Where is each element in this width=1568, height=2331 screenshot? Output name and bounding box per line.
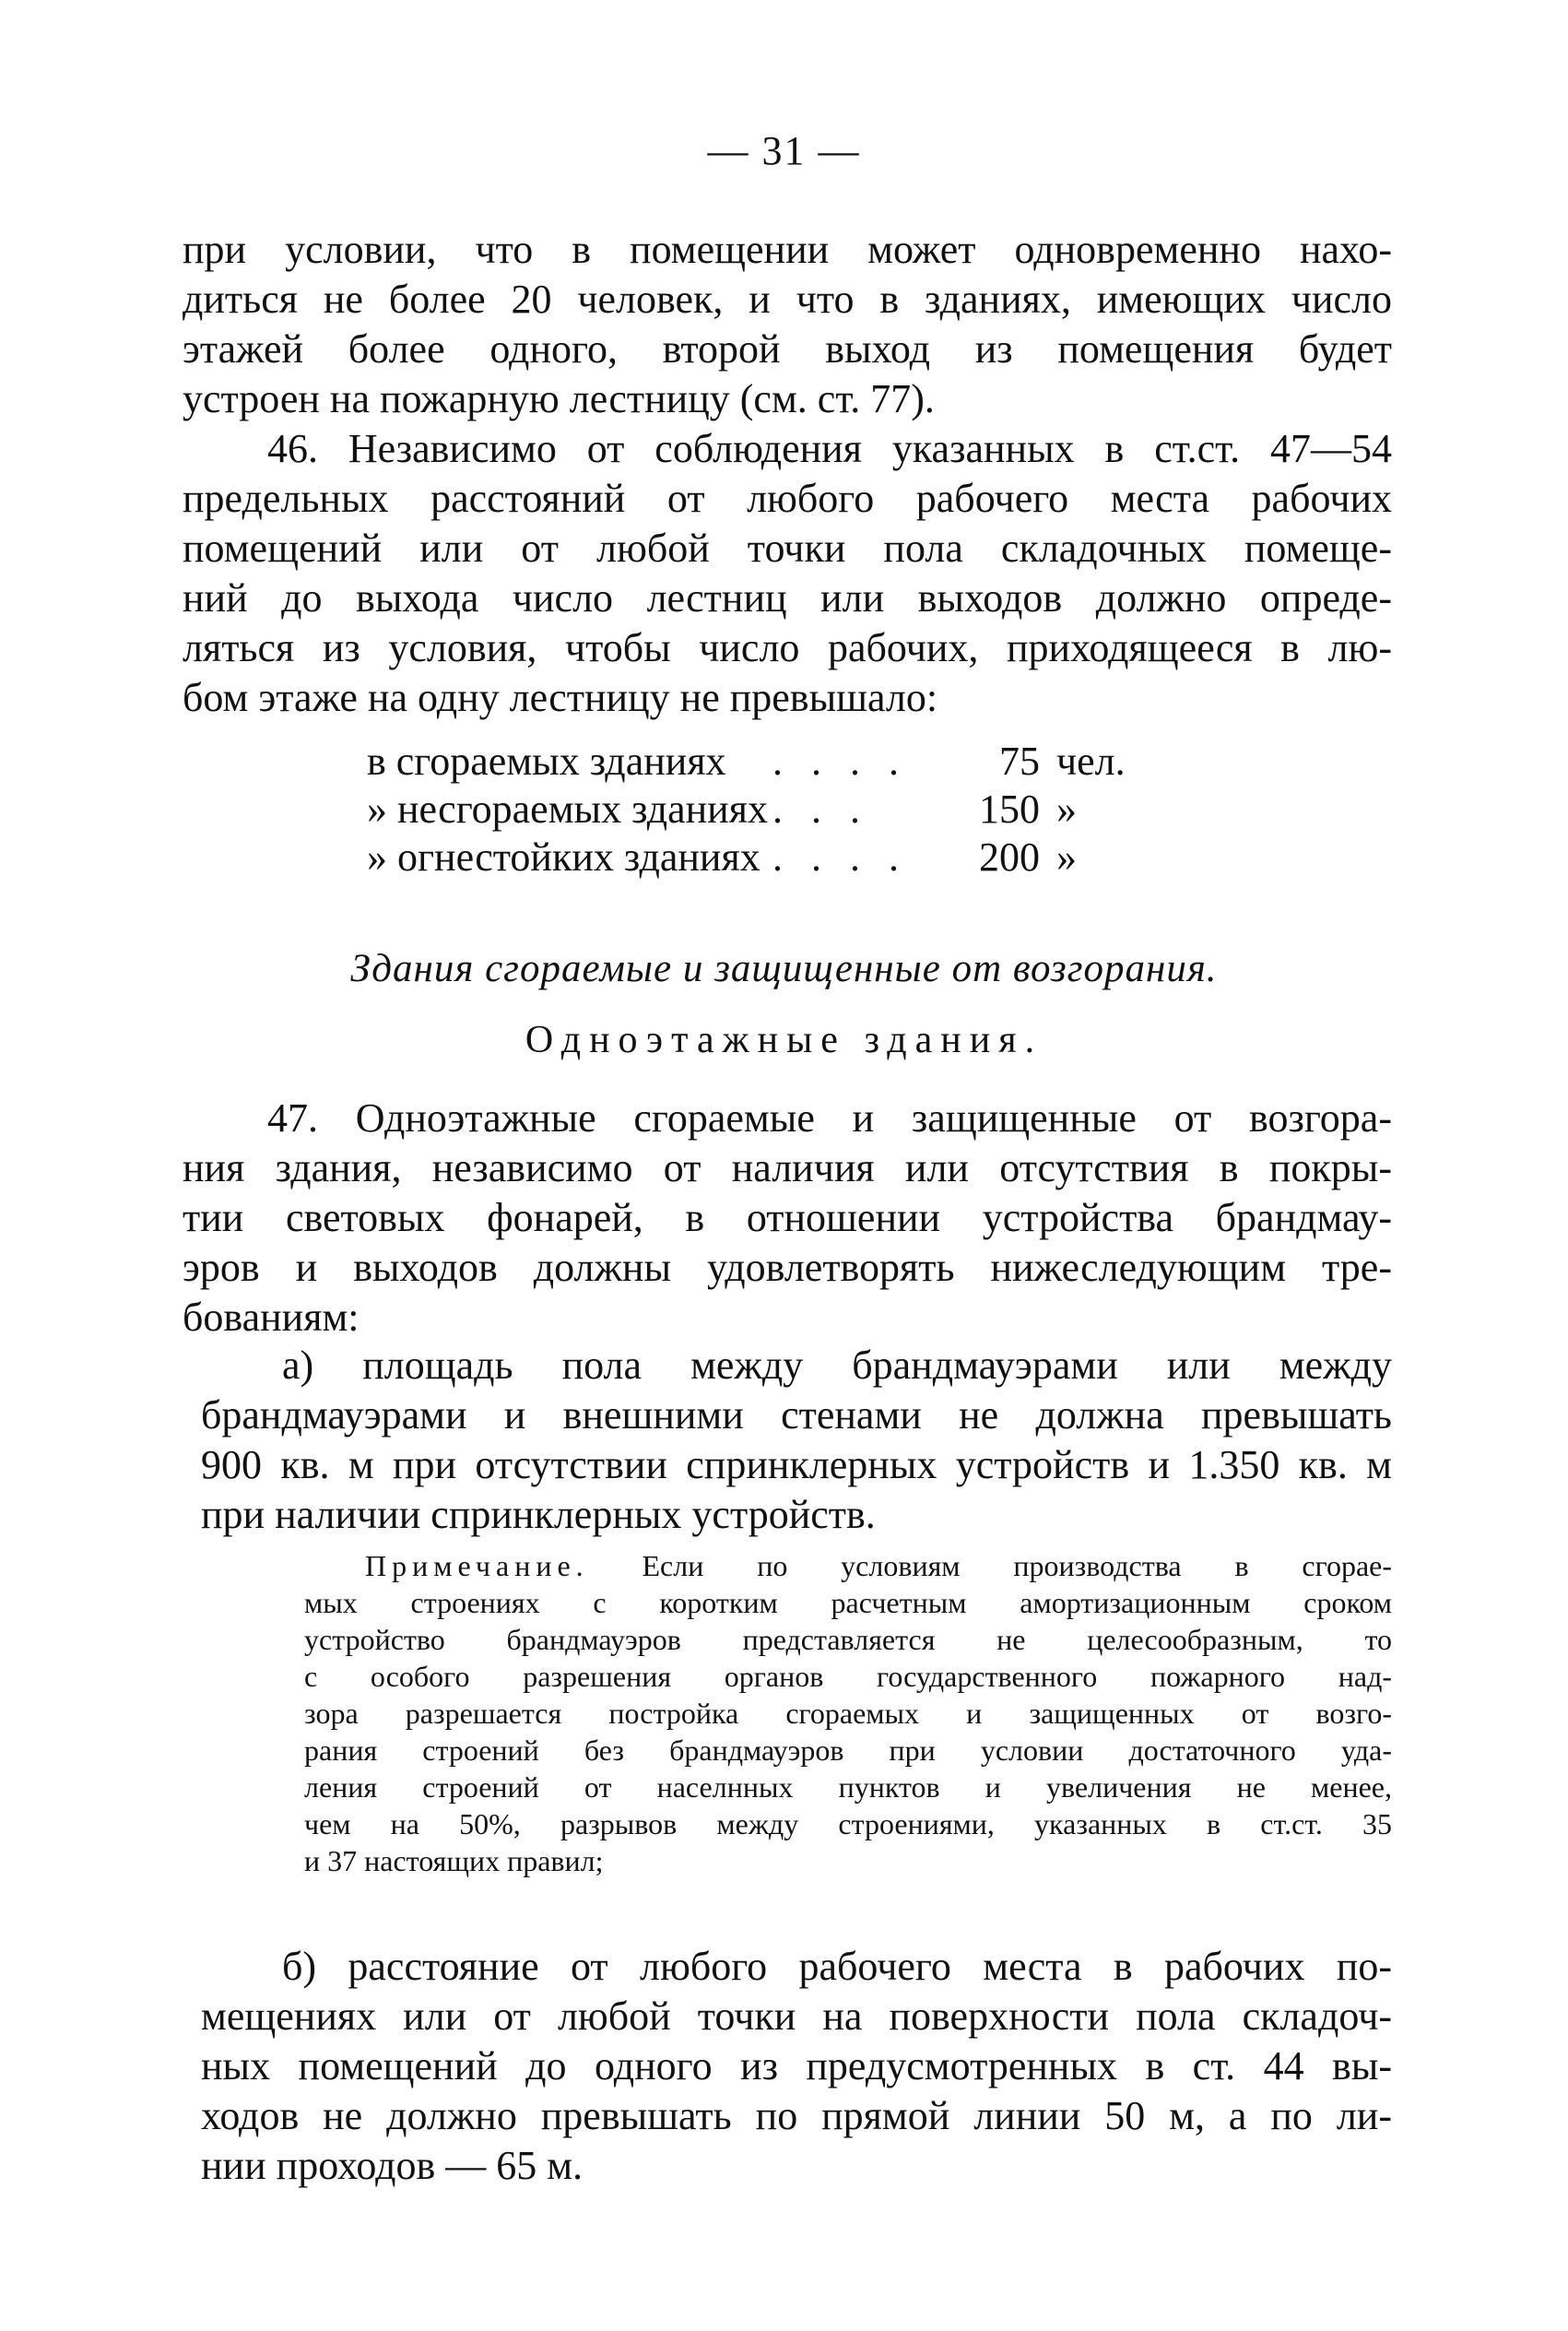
text-line: ных помещений до одного из предусмотренных в ст. 44 вы- [201,2043,1392,2088]
section-title: Здания сгораемые и защищенные от возгорания. [350,947,1218,990]
note-line: и 37 настоящих правил; [304,1844,604,1877]
text-line: тии световых фонарей, в отношении устройства брандмау- [183,1195,1392,1240]
text-line: помещений или от любой точки пола складочных помеще- [183,526,1392,571]
note-line: рания строений без брандмауэров при условии достаточного уда- [304,1733,1392,1767]
text-line: 900 кв. м при отсутствии спринклерных устройств и 1.350 кв. м [201,1442,1392,1487]
text-line: 47. Одноэтажные сгораемые и защищенные от возгора- [267,1095,1392,1141]
text-line: 46. Независимо от соблюдения указанных в ст.ст. 47—54 [267,426,1392,471]
text-line: предельных расстояний от любого рабочего места рабочих [183,476,1392,521]
text-line: этажей более одного, второй выход из помещения будет [183,326,1392,372]
paragraph-item-b [201,1942,1392,2191]
text-line: эров и выходов должны удовлетворять нижеследующим тре- [183,1245,1392,1290]
text-line: бом этаже на одну лестницу не превышало: [183,675,938,720]
paragraph-continuation [183,225,1392,424]
paragraph-47 [183,1094,1392,1343]
page-number: — 31 — [707,128,861,173]
text-line: при наличии спринклерных устройств. [201,1492,876,1537]
text-line: б) расстояние от любого рабочего места в рабочих по- [282,1944,1392,1989]
note-first-line [304,1547,1392,1584]
text-line: а) площадь пола между брандмауэрами или между [282,1343,1392,1388]
text-line: устроен на пожарную лестницу (см. ст. 77). [183,376,935,421]
note-line: мых строениях с коротким расчетным амортизационным сроком [304,1586,1392,1619]
norm-row [367,786,1197,834]
text-line: ходов не должно превышать по прямой линии 50 м, а по ли- [201,2093,1392,2138]
norm-row [367,738,1197,786]
note-line: устройство брандмауэров представляется не целесообразным, то [304,1623,1392,1656]
note-block [304,1547,1392,1879]
note-line: ления строений от населнных пунктов и увеличения не менее, [304,1770,1392,1804]
occupancy-norms-list [367,738,1197,882]
text-line: нии проходов — 65 м. [201,2143,584,2188]
norm-unit: чел. [1056,739,1126,784]
text-line: ния здания, независимо от наличия или отсутствия в покры- [183,1145,1392,1190]
note-line: с особого разрешения органов государственного пожарного над- [304,1660,1392,1693]
norm-value: 200 [979,834,1040,880]
text-line: ний до выхода число лестниц или выходов должно опреде- [183,575,1392,621]
norm-unit: » [1056,787,1077,832]
note-line: чем на 50%, разрывов между строениями, указанных в ст.ст. 35 [304,1807,1392,1840]
note-line: зора разрешается постройка сгораемых и защищенных от возго- [304,1697,1392,1730]
norm-label: » несгораемых зданиях [367,787,768,832]
norm-label: в сгораемых зданиях [367,739,726,784]
text-line: при условии, что в помещении может одновременно нахо- [183,227,1392,272]
norm-value: 150 [979,787,1040,832]
paragraph-46 [183,424,1392,723]
note-label: Примечание. [365,1549,589,1582]
norm-value: 75 [999,739,1040,784]
norm-leader-dots: . . . . [772,834,908,880]
subsection-title: Одноэтажные здания. [525,1019,1043,1061]
text-line: брандмауэрами и внешними стенами не должна превышать [201,1392,1392,1438]
text-line: мещениях или от любой точки на поверхности пола складоч- [201,1994,1392,2039]
norm-row [367,834,1197,882]
note-text: Если по условиям производства в сгорае- [642,1549,1393,1582]
norm-leader-dots: . . . [772,787,869,832]
paragraph-item-a [201,1341,1392,1540]
norm-leader-dots: . . . . [772,739,908,784]
text-line: ляться из условия, чтобы число рабочих, приходящееся в лю- [183,625,1392,670]
norm-label: » огнестойких зданиях [367,834,760,880]
text-line: бованиям: [183,1295,360,1340]
norm-unit: » [1056,834,1077,880]
text-line: диться не более 20 человек, и что в зданиях, имеющих число [183,277,1392,322]
